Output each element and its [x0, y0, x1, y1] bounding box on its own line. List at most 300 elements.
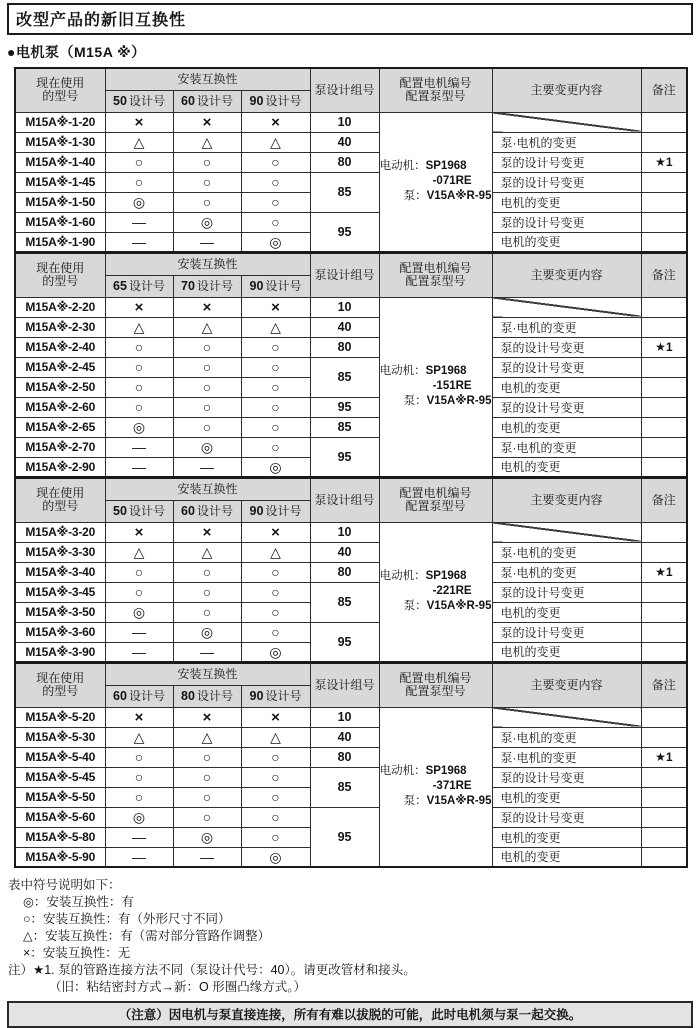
column-header-main-changes: 主要变更内容	[492, 478, 641, 522]
model-cell: M15A※-5-30	[15, 727, 105, 747]
main-change-cell	[492, 112, 641, 132]
main-change-cell: 泵的设计号变更	[492, 357, 641, 377]
remark-cell	[641, 297, 687, 317]
main-change-cell: 电机的变更	[492, 192, 641, 212]
compat-symbol-cell: ○	[173, 397, 241, 417]
column-header-line: 配置泵型号	[405, 684, 466, 699]
design-number: 65	[113, 278, 127, 293]
compat-symbol-cell: ○	[173, 192, 241, 212]
pump-label: 泵：	[403, 190, 427, 203]
remark-cell	[641, 457, 687, 477]
legend-item-circle: ○：安装互换性：有（外形尺寸不同）	[23, 912, 231, 926]
motor-label: 电动机：	[379, 765, 426, 778]
main-change-cell: 电机的变更	[492, 232, 641, 252]
motor-value: SP1968	[425, 160, 467, 173]
compat-symbol-cell: ○	[241, 827, 310, 847]
remark-cell	[641, 622, 687, 642]
compat-symbol-cell: —	[105, 827, 173, 847]
remark-cell	[641, 132, 687, 152]
compat-symbol-cell: ○	[241, 397, 310, 417]
column-header-line: 的型号	[42, 499, 79, 514]
compat-symbol-cell: ○	[173, 337, 241, 357]
model-cell: M15A※-1-60	[15, 212, 105, 232]
compat-symbol-cell: ○	[105, 787, 173, 807]
compat-symbol-cell: ○	[241, 602, 310, 622]
remark-cell	[641, 727, 687, 747]
model-cell: M15A※-5-80	[15, 827, 105, 847]
compat-symbol-cell: ○	[173, 562, 241, 582]
design-group-cell: 85	[310, 767, 379, 807]
compat-table-1	[14, 67, 688, 253]
compat-symbol-cell: ◎	[105, 417, 173, 437]
main-change-cell: 电机的变更	[492, 827, 641, 847]
compat-symbol-cell: ○	[105, 152, 173, 172]
design-group-cell: 95	[310, 807, 379, 867]
table-row	[15, 317, 687, 337]
column-header-line: 的型号	[42, 684, 79, 699]
model-cell: M15A※-5-20	[15, 707, 105, 727]
column-header-main-changes: 主要变更内容	[492, 68, 641, 112]
compat-symbol-cell: —	[105, 847, 173, 867]
main-change-cell: 泵·电机的变更	[492, 542, 641, 562]
design-number: 90	[249, 688, 264, 703]
table-row	[15, 132, 687, 152]
main-change-cell: 泵·电机的变更	[492, 562, 641, 582]
column-header-mount-compatibility: 安装互换性	[105, 663, 310, 685]
pump-label: 泵：	[403, 600, 427, 613]
main-change-cell: 电机的变更	[492, 847, 641, 867]
column-header-design-60	[173, 90, 241, 112]
main-change-cell: 泵的设计号变更	[492, 172, 641, 192]
motor-number-cont-line	[380, 174, 492, 189]
remark-cell	[641, 172, 687, 192]
compat-symbol-cell: ○	[173, 747, 241, 767]
table-row	[15, 542, 687, 562]
column-header-remark: 备注	[641, 68, 687, 112]
config-lines	[380, 159, 492, 204]
design-group-cell: 85	[310, 357, 379, 397]
table-row	[15, 152, 687, 172]
column-header-pump-design-group: 泵设计组号	[310, 478, 379, 522]
column-header-line: 的型号	[42, 274, 79, 289]
compat-symbol-cell: ○	[241, 787, 310, 807]
compat-symbol-cell: —	[173, 457, 241, 477]
main-change-cell	[492, 707, 641, 727]
column-header-mount-compatibility: 安装互换性	[105, 253, 310, 275]
motor-pump-config-cell	[379, 707, 492, 867]
design-label: 设计号	[128, 503, 165, 518]
pump-model-line	[380, 794, 492, 809]
compat-table-2	[14, 252, 688, 478]
table-row	[15, 417, 687, 437]
compat-symbol-cell: ○	[241, 212, 310, 232]
compat-symbol-cell: ◎	[173, 622, 241, 642]
model-cell: M15A※-2-40	[15, 337, 105, 357]
compat-symbol-cell: ○	[105, 747, 173, 767]
remark-cell	[641, 827, 687, 847]
model-cell: M15A※-2-30	[15, 317, 105, 337]
column-header-main-changes: 主要变更内容	[492, 253, 641, 297]
main-change-cell: 电机的变更	[492, 377, 641, 397]
column-header-current-model	[15, 253, 105, 297]
compat-symbol-cell: △	[105, 542, 173, 562]
compat-symbol-cell: ○	[105, 337, 173, 357]
main-change-cell: 泵·电机的变更	[492, 747, 641, 767]
compat-symbol-cell: ×	[241, 522, 310, 542]
column-header-remark: 备注	[641, 663, 687, 707]
model-cell: M15A※-1-50	[15, 192, 105, 212]
column-header-motor-pump-config	[379, 253, 492, 297]
remark-cell	[641, 847, 687, 867]
column-header-design-80	[173, 685, 241, 707]
design-group-cell: 40	[310, 542, 379, 562]
compat-symbol-cell: △	[105, 727, 173, 747]
compat-symbol-cell: ○	[105, 767, 173, 787]
model-cell: M15A※-3-20	[15, 522, 105, 542]
compat-symbol-cell: ○	[241, 747, 310, 767]
main-change-cell: 泵的设计号变更	[492, 767, 641, 787]
remark-cell	[641, 232, 687, 252]
remark-cell	[641, 542, 687, 562]
compat-symbol-cell: —	[105, 642, 173, 662]
main-change-cell: 泵的设计号变更	[492, 622, 641, 642]
table-row	[15, 357, 687, 377]
compat-symbol-cell: ○	[173, 582, 241, 602]
main-change-cell: 泵·电机的变更	[492, 437, 641, 457]
design-group-cell: 10	[310, 297, 379, 317]
design-label: 设计号	[128, 278, 165, 293]
remark-cell	[641, 787, 687, 807]
column-header-line: 配置泵型号	[405, 499, 466, 514]
design-number: 50	[113, 93, 127, 108]
motor-label: 电动机：	[379, 570, 426, 583]
pump-label: 泵：	[403, 795, 427, 808]
compat-symbol-cell: —	[105, 232, 173, 252]
remark-cell	[641, 582, 687, 602]
column-header-main-changes: 主要变更内容	[492, 663, 641, 707]
main-change-cell: 电机的变更	[492, 787, 641, 807]
motor-value-cont: -071RE	[432, 175, 472, 188]
compat-symbol-cell: —	[173, 642, 241, 662]
table-row	[15, 337, 687, 357]
remark-cell	[641, 357, 687, 377]
tables-wrap	[14, 67, 688, 868]
table-row	[15, 767, 687, 787]
motor-value: SP1968	[425, 570, 467, 583]
model-cell: M15A※-3-90	[15, 642, 105, 662]
motor-value-cont: -151RE	[432, 380, 472, 393]
remark-cell	[641, 397, 687, 417]
remark-cell	[641, 602, 687, 622]
motor-label: 电动机：	[379, 160, 426, 173]
design-label: 设计号	[265, 278, 302, 293]
table-row	[15, 727, 687, 747]
compat-symbol-cell: ○	[241, 192, 310, 212]
model-cell: M15A※-3-30	[15, 542, 105, 562]
model-cell: M15A※-3-60	[15, 622, 105, 642]
remark-cell	[641, 192, 687, 212]
main-change-cell: 电机的变更	[492, 457, 641, 477]
column-header-design-90	[241, 500, 310, 522]
column-header-line: 配置电机编号	[399, 485, 472, 500]
compat-symbol-cell: ×	[241, 112, 310, 132]
motor-pump-config-cell	[379, 522, 492, 662]
model-cell: M15A※-1-90	[15, 232, 105, 252]
main-change-cell: 电机的变更	[492, 642, 641, 662]
model-cell: M15A※-2-20	[15, 297, 105, 317]
caution-text: （注意）因电机与泵直接连接，所有有难以拔脱的可能，此时电机须与泵一起交换。	[118, 1008, 582, 1022]
remark-cell	[641, 642, 687, 662]
section-subtitle: ●电机泵（M15A ※）	[7, 44, 146, 60]
remark-cell	[641, 112, 687, 132]
remark-cell: ★1	[641, 337, 687, 357]
main-change-cell: 泵的设计号变更	[492, 397, 641, 417]
main-change-cell: 泵的设计号变更	[492, 212, 641, 232]
legend-intro: 表中符号说明如下：	[8, 878, 121, 892]
design-group-cell: 40	[310, 727, 379, 747]
design-group-cell: 95	[310, 622, 379, 662]
design-group-cell: 10	[310, 707, 379, 727]
model-cell: M15A※-1-45	[15, 172, 105, 192]
compat-symbol-cell: ×	[173, 707, 241, 727]
column-header-mount-compatibility: 安装互换性	[105, 478, 310, 500]
column-header-motor-pump-config	[379, 478, 492, 522]
compat-symbol-cell: —	[105, 622, 173, 642]
compat-symbol-cell: △	[173, 727, 241, 747]
column-header-design-65	[105, 275, 173, 297]
table-row	[15, 562, 687, 582]
compat-symbol-cell: ×	[105, 522, 173, 542]
design-group-cell: 85	[310, 417, 379, 437]
column-header-line: 配置泵型号	[405, 274, 466, 289]
design-group-cell: 80	[310, 562, 379, 582]
table-row	[15, 707, 687, 727]
table-row	[15, 807, 687, 827]
model-cell: M15A※-5-50	[15, 787, 105, 807]
table-row	[15, 522, 687, 542]
main-change-cell: 泵·电机的变更	[492, 132, 641, 152]
compat-symbol-cell: △	[241, 727, 310, 747]
config-lines	[380, 764, 492, 809]
star-note-line1: 注）★1. 泵的管路连接方法不同（泵设计代号：40）。请更改管材和接头。	[8, 963, 416, 977]
model-cell: M15A※-1-30	[15, 132, 105, 152]
compat-symbol-cell: ○	[173, 602, 241, 622]
remark-cell: ★1	[641, 562, 687, 582]
column-header-line: 的型号	[42, 89, 79, 104]
design-group-cell: 80	[310, 152, 379, 172]
compat-symbol-cell: ◎	[241, 457, 310, 477]
pump-model-line	[380, 394, 492, 409]
model-cell: M15A※-1-40	[15, 152, 105, 172]
column-header-line: 现在使用	[36, 485, 85, 500]
main-change-cell: 泵的设计号变更	[492, 582, 641, 602]
compat-symbol-cell: △	[241, 317, 310, 337]
remark-cell	[641, 522, 687, 542]
remark-cell	[641, 707, 687, 727]
design-number: 90	[249, 93, 264, 108]
page-title: 改型产品的新旧互换性	[16, 12, 187, 29]
column-header-current-model	[15, 68, 105, 112]
compat-symbol-cell: ○	[105, 172, 173, 192]
compat-symbol-cell: ×	[105, 112, 173, 132]
design-group-cell: 85	[310, 582, 379, 622]
column-header-design-50	[105, 90, 173, 112]
compat-symbol-cell: ○	[241, 562, 310, 582]
compat-symbol-cell: ○	[173, 417, 241, 437]
compat-symbol-cell: ×	[105, 297, 173, 317]
compat-symbol-cell: ○	[105, 397, 173, 417]
star-note-line2: （旧：粘结密封方式→新：O 形圈凸缘方式。）	[49, 980, 306, 994]
pump-model-line	[380, 189, 492, 204]
design-label: 设计号	[128, 688, 165, 703]
motor-pump-config-cell	[379, 112, 492, 252]
page-title-box	[7, 3, 693, 35]
design-group-cell: 10	[310, 112, 379, 132]
column-header-line: 现在使用	[36, 670, 85, 685]
design-label: 设计号	[196, 278, 233, 293]
table-row	[15, 397, 687, 417]
column-header-motor-pump-config	[379, 663, 492, 707]
main-change-cell: 泵·电机的变更	[492, 727, 641, 747]
column-header-design-90	[241, 685, 310, 707]
column-header-remark: 备注	[641, 478, 687, 522]
compat-symbol-cell: ○	[105, 582, 173, 602]
column-header-design-90	[241, 275, 310, 297]
compat-symbol-cell: ×	[173, 112, 241, 132]
column-header-pump-design-group: 泵设计组号	[310, 253, 379, 297]
motor-number-line	[380, 569, 492, 584]
pump-value: V15A※R-95	[426, 600, 492, 613]
table-row	[15, 582, 687, 602]
motor-number-line	[380, 764, 492, 779]
remark-cell	[641, 317, 687, 337]
compat-symbol-cell: ◎	[173, 212, 241, 232]
main-change-cell: 泵的设计号变更	[492, 807, 641, 827]
design-group-cell: 80	[310, 337, 379, 357]
compat-symbol-cell: ○	[173, 807, 241, 827]
compat-symbol-cell: △	[173, 542, 241, 562]
table-row	[15, 437, 687, 457]
compat-symbol-cell: ×	[173, 522, 241, 542]
model-cell: M15A※-3-40	[15, 562, 105, 582]
compat-symbol-cell: ×	[241, 297, 310, 317]
column-header-line: 现在使用	[36, 260, 85, 275]
design-group-cell: 95	[310, 212, 379, 252]
main-change-cell	[492, 522, 641, 542]
design-label: 设计号	[196, 93, 233, 108]
column-header-pump-design-group: 泵设计组号	[310, 68, 379, 112]
compat-symbol-cell: ◎	[173, 437, 241, 457]
main-change-cell: 泵的设计号变更	[492, 152, 641, 172]
design-number: 80	[181, 688, 195, 703]
remark-cell	[641, 417, 687, 437]
column-header-design-90	[241, 90, 310, 112]
compat-symbol-cell: △	[173, 132, 241, 152]
remark-cell: ★1	[641, 152, 687, 172]
model-cell: M15A※-5-60	[15, 807, 105, 827]
column-header-design-60	[173, 500, 241, 522]
compat-symbol-cell: ×	[105, 707, 173, 727]
compat-table-3	[14, 477, 688, 663]
column-header-line: 配置电机编号	[399, 75, 472, 90]
compat-symbol-cell: ◎	[105, 807, 173, 827]
compat-symbol-cell: ×	[241, 707, 310, 727]
design-group-cell: 40	[310, 132, 379, 152]
design-label: 设计号	[265, 93, 302, 108]
motor-number-cont-line	[380, 379, 492, 394]
table-row	[15, 297, 687, 317]
column-header-motor-pump-config	[379, 68, 492, 112]
design-group-cell: 40	[310, 317, 379, 337]
compat-symbol-cell: —	[105, 437, 173, 457]
remark-cell: ★1	[641, 747, 687, 767]
design-number: 70	[181, 278, 195, 293]
design-group-cell: 10	[310, 522, 379, 542]
model-cell: M15A※-2-90	[15, 457, 105, 477]
model-cell: M15A※-3-45	[15, 582, 105, 602]
column-header-design-70	[173, 275, 241, 297]
motor-pump-config-cell	[379, 297, 492, 477]
column-header-design-50	[105, 500, 173, 522]
compat-symbol-cell: ○	[105, 357, 173, 377]
compat-symbol-cell: △	[105, 132, 173, 152]
compat-symbol-cell: ○	[241, 357, 310, 377]
pump-value: V15A※R-95	[426, 795, 492, 808]
design-group-cell: 95	[310, 397, 379, 417]
document-page	[0, 3, 700, 1028]
compat-symbol-cell: ○	[173, 152, 241, 172]
model-cell: M15A※-2-45	[15, 357, 105, 377]
compat-symbol-cell: ○	[241, 807, 310, 827]
symbol-legend	[8, 877, 700, 996]
design-group-cell: 95	[310, 437, 379, 477]
compat-symbol-cell: ○	[173, 787, 241, 807]
motor-value-cont: -221RE	[432, 585, 472, 598]
pump-value: V15A※R-95	[426, 190, 492, 203]
remark-cell	[641, 767, 687, 787]
design-number: 60	[181, 503, 195, 518]
main-change-cell	[492, 297, 641, 317]
config-lines	[380, 364, 492, 409]
column-header-pump-design-group: 泵设计组号	[310, 663, 379, 707]
remark-cell	[641, 437, 687, 457]
column-header-line: 配置电机编号	[399, 670, 472, 685]
column-header-remark: 备注	[641, 253, 687, 297]
column-header-current-model	[15, 478, 105, 522]
column-header-line: 配置电机编号	[399, 260, 472, 275]
pump-label: 泵：	[403, 395, 427, 408]
compat-symbol-cell: ◎	[241, 642, 310, 662]
table-row	[15, 622, 687, 642]
model-cell: M15A※-3-50	[15, 602, 105, 622]
compat-symbol-cell: ○	[173, 172, 241, 192]
motor-label: 电动机：	[379, 365, 426, 378]
compat-symbol-cell: ○	[173, 377, 241, 397]
design-group-cell: 85	[310, 172, 379, 212]
compat-symbol-cell: ○	[241, 437, 310, 457]
compat-symbol-cell: ○	[241, 767, 310, 787]
compat-symbol-cell: ○	[241, 622, 310, 642]
compat-symbol-cell: ◎	[241, 847, 310, 867]
model-cell: M15A※-2-70	[15, 437, 105, 457]
compat-symbol-cell: ◎	[105, 602, 173, 622]
compat-symbol-cell: ○	[105, 377, 173, 397]
main-change-cell: 泵的设计号变更	[492, 337, 641, 357]
model-cell: M15A※-2-65	[15, 417, 105, 437]
design-number: 90	[249, 278, 264, 293]
compat-symbol-cell: ○	[173, 357, 241, 377]
compat-symbol-cell: —	[105, 457, 173, 477]
